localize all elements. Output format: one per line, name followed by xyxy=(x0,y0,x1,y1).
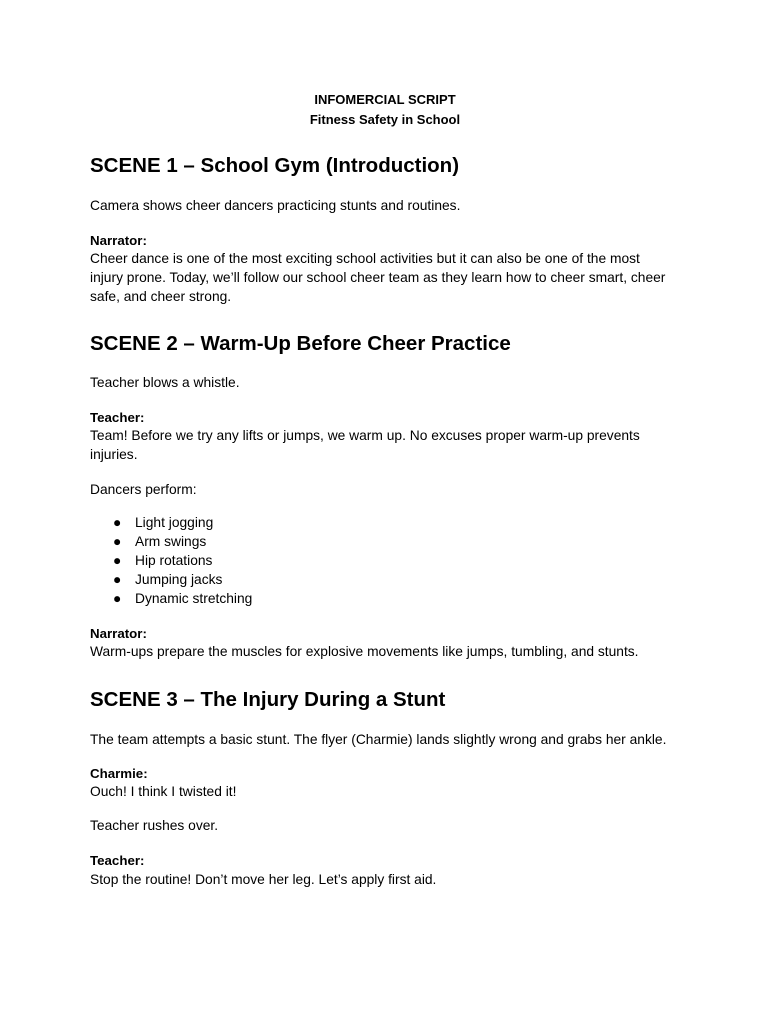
bullet-icon: ● xyxy=(113,515,122,530)
scene-3-direction-2: Teacher rushes over. xyxy=(90,818,219,833)
scene-1-heading: SCENE 1 – School Gym (Introduction) xyxy=(90,154,460,177)
scene-2-speech-1-line-1: Team! Before we try any lifts or jumps, we warm up. No excuses proper warm-up prevents xyxy=(90,428,640,443)
scene-3-speech-1: Ouch! I think I twisted it! xyxy=(90,784,237,799)
list-item: ● Light jogging xyxy=(113,515,214,530)
scene-3-speech-2: Stop the routine! Don’t move her leg. Let’s apply first aid. xyxy=(90,872,437,887)
scene-1-speech-line-3: safe, and cheer strong. xyxy=(90,289,232,304)
list-item: ● Jumping jacks xyxy=(113,572,223,587)
bullet-icon: ● xyxy=(113,553,122,568)
scene-1-direction: Camera shows cheer dancers practicing stunts and routines. xyxy=(90,198,461,213)
bullet-icon: ● xyxy=(113,534,122,549)
scene-1-speech-line-2: injury prone. Today, we’ll follow our school cheer team as they learn how to cheer smart, cheer xyxy=(90,270,666,285)
scene-3-direction-1: The team attempts a basic stunt. The flyer (Charmie) lands slightly wrong and grabs her ankle. xyxy=(90,732,667,747)
document-title: INFOMERCIAL SCRIPT xyxy=(314,92,456,107)
scene-3-speaker-1: Charmie: xyxy=(90,766,148,781)
document-page xyxy=(90,0,680,1024)
scene-1-speech-line-1: Cheer dance is one of the most exciting school activities but it can also be one of the most xyxy=(90,251,640,266)
list-item: ● Hip rotations xyxy=(113,553,213,568)
scene-3-heading: SCENE 3 – The Injury During a Stunt xyxy=(90,688,446,711)
scene-2-speaker-1: Teacher: xyxy=(90,410,145,425)
document-subtitle: Fitness Safety in School xyxy=(309,112,461,127)
list-item: ● Dynamic stretching xyxy=(113,591,253,606)
scene-2-speech-1-line-2: injuries. xyxy=(90,447,138,462)
scene-2-speech-2: Warm-ups prepare the muscles for explosive movements like jumps, tumbling, and stunts. xyxy=(90,644,639,659)
scene-1-speaker: Narrator: xyxy=(90,233,147,248)
bullet-icon: ● xyxy=(113,572,122,587)
scene-2-intro: Dancers perform: xyxy=(90,482,197,497)
warm-up-list xyxy=(90,513,252,608)
scene-2-direction: Teacher blows a whistle. xyxy=(90,375,240,390)
scene-2-heading: SCENE 2 – Warm-Up Before Cheer Practice xyxy=(90,332,511,355)
scene-2-speaker-2: Narrator: xyxy=(90,626,147,641)
scene-3-speaker-2: Teacher: xyxy=(90,853,145,868)
bullet-icon: ● xyxy=(113,591,122,606)
list-item: ● Arm swings xyxy=(113,534,207,549)
